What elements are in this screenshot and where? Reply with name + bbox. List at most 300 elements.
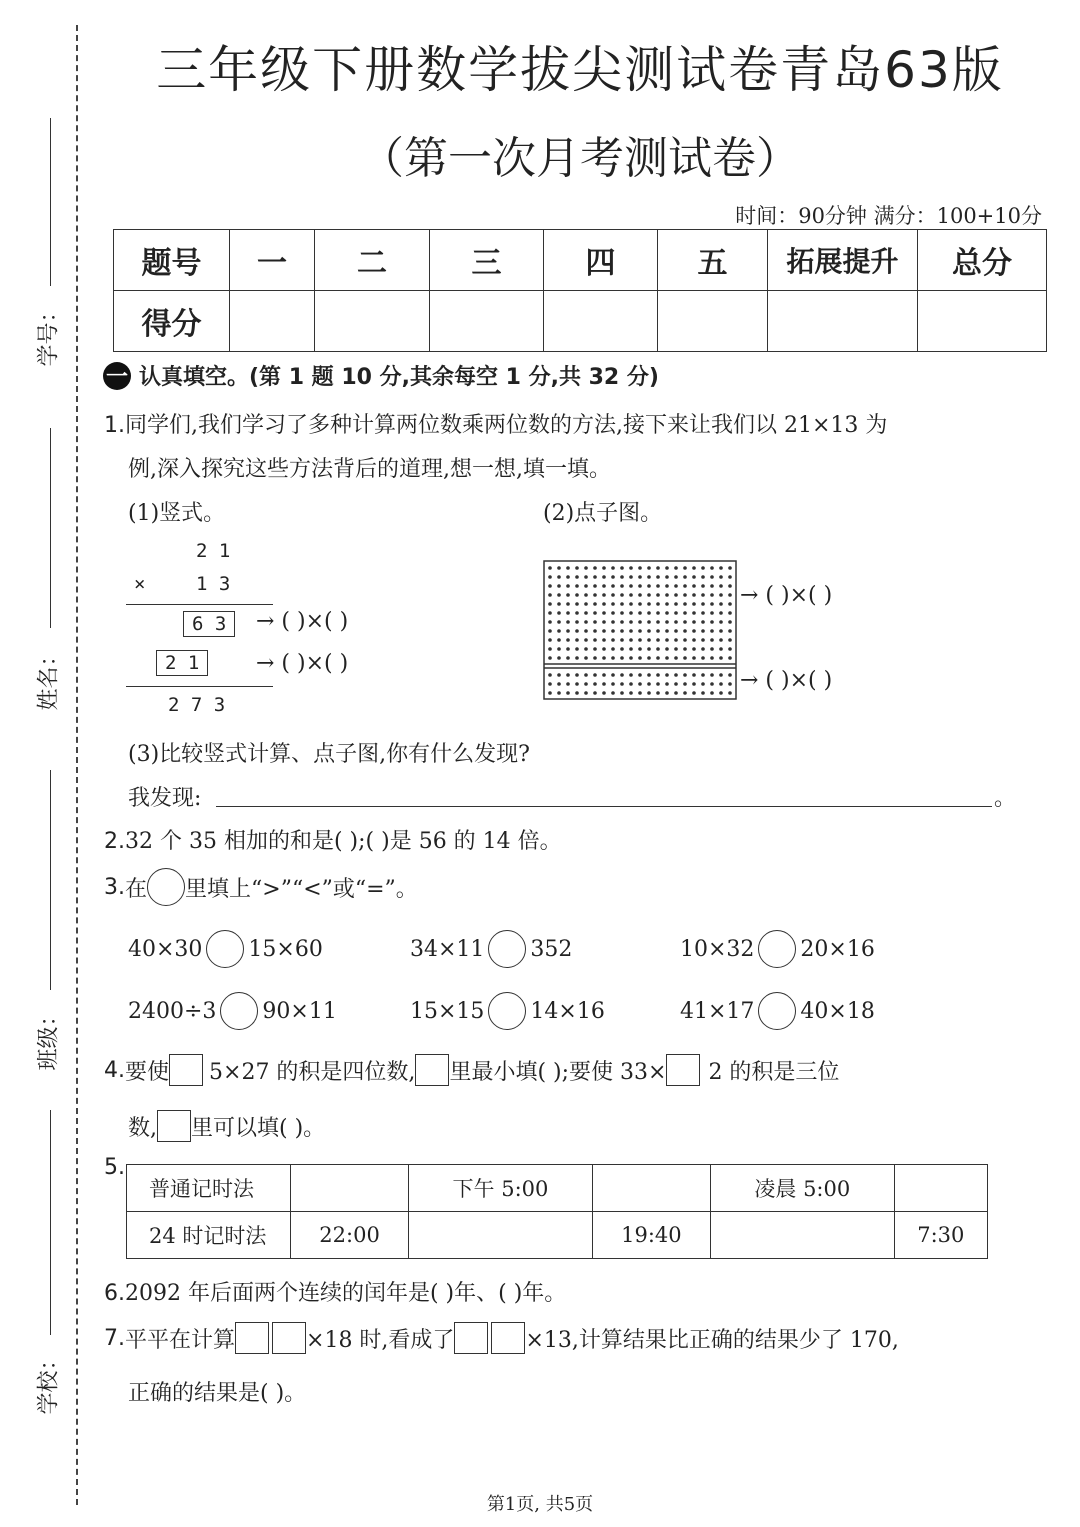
dot bbox=[710, 638, 714, 642]
dot bbox=[719, 566, 723, 570]
q6-line bbox=[104, 1276, 566, 1307]
score-cell[interactable] bbox=[544, 291, 658, 352]
question-number: 2. bbox=[104, 829, 125, 854]
dot bbox=[557, 647, 561, 651]
dot bbox=[701, 575, 705, 579]
q2-line bbox=[104, 824, 562, 855]
dot bbox=[557, 566, 561, 570]
q1-line1 bbox=[104, 408, 887, 439]
dot bbox=[602, 647, 606, 651]
dot bbox=[548, 691, 552, 695]
dot bbox=[575, 656, 579, 660]
dot bbox=[548, 602, 552, 606]
dot bbox=[674, 647, 678, 651]
partial-product-1: 6 3 bbox=[192, 613, 227, 635]
compare-circle[interactable] bbox=[206, 930, 244, 968]
time-table-row bbox=[127, 1212, 988, 1259]
class-label: 班级： bbox=[36, 1004, 62, 1071]
compare-circle[interactable] bbox=[488, 930, 526, 968]
dot bbox=[566, 602, 570, 606]
dot bbox=[575, 611, 579, 615]
dot bbox=[647, 673, 651, 677]
digit-box[interactable] bbox=[235, 1322, 269, 1354]
dot bbox=[692, 620, 696, 624]
dot bbox=[665, 673, 669, 677]
dot bbox=[638, 656, 642, 660]
dot bbox=[548, 629, 552, 633]
q4-text-6: 里可以填( )。 bbox=[191, 1115, 326, 1141]
dot bbox=[620, 611, 624, 615]
partial-product-box-1 bbox=[183, 611, 235, 637]
compare-item bbox=[410, 992, 605, 1030]
time-cell[interactable]: 19:40 bbox=[592, 1212, 710, 1259]
dot bbox=[602, 673, 606, 677]
compare-circle[interactable] bbox=[758, 992, 796, 1030]
dot bbox=[665, 566, 669, 570]
dot bbox=[674, 691, 678, 695]
dot bbox=[566, 575, 570, 579]
dot bbox=[683, 584, 687, 588]
dot bbox=[692, 647, 696, 651]
section-number-badge: 一 bbox=[103, 362, 131, 390]
dot bbox=[548, 611, 552, 615]
dot bbox=[647, 638, 651, 642]
dot bbox=[665, 629, 669, 633]
question-number: 1. bbox=[104, 413, 125, 438]
dot bbox=[710, 584, 714, 588]
dot bbox=[692, 682, 696, 686]
score-cell[interactable] bbox=[918, 291, 1047, 352]
dot bbox=[611, 638, 615, 642]
score-cell[interactable] bbox=[230, 291, 315, 352]
dot bbox=[584, 673, 588, 677]
dot bbox=[629, 566, 633, 570]
score-header-cell: 四 bbox=[544, 230, 658, 291]
dot bbox=[692, 629, 696, 633]
name-label: 姓名： bbox=[36, 644, 62, 711]
compare-item bbox=[680, 930, 875, 968]
q7-line2: 正确的结果是( )。 bbox=[128, 1381, 307, 1406]
dot bbox=[575, 682, 579, 686]
dot bbox=[692, 656, 696, 660]
dot bbox=[674, 566, 678, 570]
school-label: 学校： bbox=[36, 1348, 62, 1415]
dot bbox=[575, 691, 579, 695]
compare-right: 14×16 bbox=[530, 998, 605, 1024]
dot bbox=[602, 682, 606, 686]
dot bbox=[665, 575, 669, 579]
score-table-header-row bbox=[114, 230, 1047, 291]
dot bbox=[638, 673, 642, 677]
dot bbox=[602, 593, 606, 597]
dot bbox=[692, 602, 696, 606]
dot bbox=[557, 682, 561, 686]
score-cell[interactable] bbox=[658, 291, 768, 352]
score-cell[interactable] bbox=[315, 291, 430, 352]
compare-left: 41×17 bbox=[680, 998, 755, 1024]
score-header-cell: 总分 bbox=[918, 230, 1047, 291]
dot bbox=[611, 682, 615, 686]
vertical-multiplier: 1 3 bbox=[196, 573, 231, 595]
time-cell[interactable] bbox=[592, 1165, 710, 1212]
dot bbox=[710, 611, 714, 615]
dot bbox=[602, 629, 606, 633]
dot bbox=[638, 647, 642, 651]
dot bbox=[620, 566, 624, 570]
dot bbox=[701, 673, 705, 677]
q4-text-4: 2 的积是三位 bbox=[708, 1059, 840, 1085]
score-cell[interactable] bbox=[768, 291, 918, 352]
dot bbox=[584, 656, 588, 660]
binding-dashed-line bbox=[76, 25, 78, 1505]
partial-blank-1: → ( )×( ) bbox=[256, 609, 349, 634]
dot bbox=[584, 584, 588, 588]
dot bbox=[593, 673, 597, 677]
dot bbox=[593, 656, 597, 660]
digit-box[interactable] bbox=[157, 1110, 191, 1142]
dot bbox=[656, 647, 660, 651]
dot bbox=[647, 682, 651, 686]
dot bbox=[674, 656, 678, 660]
digit-box[interactable] bbox=[454, 1322, 488, 1354]
dot bbox=[611, 673, 615, 677]
dot bbox=[566, 656, 570, 660]
dot bbox=[674, 593, 678, 597]
dot bbox=[611, 575, 615, 579]
dot bbox=[593, 629, 597, 633]
dots-blank-1: → ( )×( ) bbox=[740, 583, 833, 608]
q4-line1 bbox=[104, 1054, 839, 1086]
digit-box[interactable] bbox=[272, 1322, 306, 1354]
dot bbox=[674, 629, 678, 633]
dot bbox=[656, 682, 660, 686]
dot bbox=[647, 566, 651, 570]
dot bbox=[620, 602, 624, 606]
q1-part3: (3)比较竖式计算、点子图,你有什么发现? bbox=[128, 742, 530, 767]
dot bbox=[620, 682, 624, 686]
dot bbox=[629, 656, 633, 660]
dot bbox=[692, 566, 696, 570]
dot bbox=[647, 647, 651, 651]
dot bbox=[674, 575, 678, 579]
dot bbox=[620, 629, 624, 633]
dot bbox=[593, 584, 597, 588]
digit-box[interactable] bbox=[415, 1054, 449, 1086]
dot bbox=[656, 593, 660, 597]
dot bbox=[638, 691, 642, 695]
dot bbox=[719, 638, 723, 642]
dot bbox=[701, 611, 705, 615]
dot bbox=[620, 638, 624, 642]
dot bbox=[611, 566, 615, 570]
dot bbox=[593, 593, 597, 597]
dot bbox=[548, 620, 552, 624]
dot bbox=[719, 584, 723, 588]
time-cell[interactable] bbox=[710, 1212, 894, 1259]
dot bbox=[557, 584, 561, 588]
dot bbox=[665, 682, 669, 686]
time-table-row bbox=[127, 1165, 988, 1212]
dot bbox=[656, 691, 660, 695]
dot bbox=[683, 629, 687, 633]
q4-text-3: 里最小填( );要使 33× bbox=[449, 1059, 667, 1085]
dot bbox=[728, 638, 732, 642]
dot bbox=[710, 566, 714, 570]
dot bbox=[638, 602, 642, 606]
dot bbox=[710, 673, 714, 677]
dot bbox=[665, 593, 669, 597]
time-conversion-table bbox=[126, 1164, 988, 1259]
q7-line1 bbox=[104, 1322, 899, 1354]
dot bbox=[683, 602, 687, 606]
score-header-cell: 二 bbox=[315, 230, 430, 291]
dot bbox=[557, 575, 561, 579]
dot bbox=[728, 611, 732, 615]
dot bbox=[593, 602, 597, 606]
compare-circle[interactable] bbox=[758, 930, 796, 968]
dot bbox=[566, 566, 570, 570]
dot bbox=[584, 629, 588, 633]
dot bbox=[548, 575, 552, 579]
dot bbox=[584, 638, 588, 642]
dot bbox=[701, 584, 705, 588]
dot bbox=[611, 611, 615, 615]
time-cell[interactable]: 凌晨 5:00 bbox=[710, 1165, 894, 1212]
dot bbox=[719, 647, 723, 651]
dot bbox=[629, 647, 633, 651]
dot bbox=[575, 629, 579, 633]
dot bbox=[647, 593, 651, 597]
dot bbox=[584, 682, 588, 686]
dot bbox=[593, 575, 597, 579]
compare-item bbox=[128, 930, 323, 968]
time-cell[interactable] bbox=[894, 1165, 987, 1212]
score-row-label: 得分 bbox=[114, 291, 230, 352]
partial-blank-2: → ( )×( ) bbox=[256, 651, 349, 676]
dot bbox=[575, 593, 579, 597]
score-header-cell: 三 bbox=[430, 230, 544, 291]
dot bbox=[629, 638, 633, 642]
dot bbox=[656, 629, 660, 633]
dot bbox=[566, 647, 570, 651]
dot bbox=[548, 566, 552, 570]
question-number: 3. bbox=[104, 874, 125, 900]
vertical-result: 2 7 3 bbox=[168, 694, 226, 716]
dot bbox=[593, 647, 597, 651]
dot bbox=[575, 620, 579, 624]
dot bbox=[566, 611, 570, 615]
dot bbox=[566, 673, 570, 677]
q1-part2-label: (2)点子图。 bbox=[543, 501, 663, 526]
dot bbox=[620, 620, 624, 624]
vertical-rule-1 bbox=[126, 604, 273, 605]
dot bbox=[575, 638, 579, 642]
dot bbox=[692, 691, 696, 695]
dot bbox=[710, 575, 714, 579]
dot bbox=[638, 584, 642, 588]
dot bbox=[629, 673, 633, 677]
dot bbox=[692, 611, 696, 615]
dot bbox=[629, 593, 633, 597]
dot bbox=[656, 638, 660, 642]
dot bbox=[710, 593, 714, 597]
dot bbox=[566, 593, 570, 597]
compare-left: 34×11 bbox=[410, 936, 485, 962]
q1-part1-label: (1)竖式。 bbox=[128, 501, 226, 526]
dot bbox=[656, 584, 660, 588]
digit-box[interactable] bbox=[666, 1054, 700, 1086]
score-header-cell: 五 bbox=[658, 230, 768, 291]
q7-text-3: ×13,计算结果比正确的结果少了 170, bbox=[525, 1327, 899, 1353]
q1-line2: 例,深入探究这些方法背后的道理,想一想,填一填。 bbox=[128, 457, 611, 482]
dot bbox=[611, 593, 615, 597]
dot bbox=[557, 611, 561, 615]
dot bbox=[728, 647, 732, 651]
dot bbox=[620, 647, 624, 651]
dot bbox=[728, 682, 732, 686]
dot bbox=[593, 611, 597, 615]
found-answer-line[interactable] bbox=[216, 806, 992, 807]
dot bbox=[701, 647, 705, 651]
section-heading bbox=[103, 360, 659, 391]
dot bbox=[584, 602, 588, 606]
dot bbox=[629, 611, 633, 615]
dot bbox=[575, 602, 579, 606]
time-cell[interactable]: 7:30 bbox=[894, 1212, 987, 1259]
compare-circle[interactable] bbox=[220, 992, 258, 1030]
dot bbox=[692, 638, 696, 642]
score-header-cell: 一 bbox=[230, 230, 315, 291]
dot bbox=[674, 611, 678, 615]
dot bbox=[683, 620, 687, 624]
dot bbox=[719, 575, 723, 579]
dot bbox=[728, 575, 732, 579]
dot bbox=[566, 691, 570, 695]
dot bbox=[683, 647, 687, 651]
partial-product-box-2 bbox=[156, 650, 208, 676]
dot bbox=[584, 647, 588, 651]
dot bbox=[692, 593, 696, 597]
compare-left: 15×15 bbox=[410, 998, 485, 1024]
score-table bbox=[113, 229, 1047, 352]
dot bbox=[728, 584, 732, 588]
dot bbox=[647, 611, 651, 615]
score-cell[interactable] bbox=[430, 291, 544, 352]
q3-line bbox=[104, 868, 418, 906]
dot bbox=[674, 638, 678, 642]
dot bbox=[584, 611, 588, 615]
dot bbox=[629, 620, 633, 624]
dot bbox=[566, 620, 570, 624]
dot bbox=[611, 656, 615, 660]
dot bbox=[548, 647, 552, 651]
dot bbox=[638, 566, 642, 570]
dot bbox=[584, 593, 588, 597]
time-cell[interactable]: 下午 5:00 bbox=[409, 1165, 593, 1212]
dot bbox=[602, 575, 606, 579]
dot bbox=[602, 620, 606, 624]
dot bbox=[701, 656, 705, 660]
dot bbox=[566, 638, 570, 642]
dot bbox=[656, 656, 660, 660]
dot bbox=[638, 629, 642, 633]
dot bbox=[575, 673, 579, 677]
dot bbox=[674, 682, 678, 686]
dot bbox=[584, 566, 588, 570]
score-table-score-row bbox=[114, 291, 1047, 352]
dot bbox=[719, 629, 723, 633]
compare-left: 2400÷3 bbox=[128, 998, 217, 1024]
compare-item bbox=[680, 992, 875, 1030]
dot bbox=[602, 691, 606, 695]
time-cell[interactable] bbox=[409, 1212, 593, 1259]
dot bbox=[602, 584, 606, 588]
dot bbox=[629, 629, 633, 633]
dot bbox=[719, 673, 723, 677]
compare-right: 352 bbox=[530, 936, 573, 962]
q3-text-post: 里填上“>”“<”或“=”。 bbox=[185, 876, 418, 902]
dot bbox=[566, 584, 570, 588]
score-header-cell: 拓展提升 bbox=[768, 230, 918, 291]
dot bbox=[629, 602, 633, 606]
dot bbox=[620, 673, 624, 677]
dot bbox=[665, 656, 669, 660]
times-sign: × bbox=[134, 573, 146, 595]
dot bbox=[602, 602, 606, 606]
dot bbox=[656, 611, 660, 615]
digit-box[interactable] bbox=[491, 1322, 525, 1354]
dot bbox=[647, 584, 651, 588]
dot-diagram bbox=[543, 560, 737, 700]
partial-product-2: 2 1 bbox=[165, 652, 200, 674]
dot bbox=[575, 566, 579, 570]
dot bbox=[611, 629, 615, 633]
dot bbox=[602, 566, 606, 570]
q2-text: 32 个 35 相加的和是( );( )是 56 的 14 倍。 bbox=[125, 829, 562, 854]
dot bbox=[683, 656, 687, 660]
dot bbox=[683, 566, 687, 570]
time-cell[interactable]: 22:00 bbox=[291, 1212, 409, 1259]
dot bbox=[683, 638, 687, 642]
dot bbox=[719, 656, 723, 660]
dot bbox=[557, 620, 561, 624]
dot bbox=[665, 584, 669, 588]
dot bbox=[692, 673, 696, 677]
dot bbox=[665, 647, 669, 651]
score-header-cell: 题号 bbox=[114, 230, 230, 291]
time-cell[interactable] bbox=[291, 1165, 409, 1212]
dot bbox=[557, 656, 561, 660]
dot bbox=[557, 593, 561, 597]
digit-box[interactable] bbox=[169, 1054, 203, 1086]
compare-circle[interactable] bbox=[488, 992, 526, 1030]
q7-text-1: 平平在计算 bbox=[125, 1327, 236, 1353]
dot bbox=[710, 629, 714, 633]
dot bbox=[656, 575, 660, 579]
dot bbox=[665, 691, 669, 695]
question-number: 5. bbox=[104, 1155, 125, 1180]
dot bbox=[593, 638, 597, 642]
dot bbox=[701, 629, 705, 633]
dot bbox=[548, 584, 552, 588]
dot bbox=[647, 575, 651, 579]
dot bbox=[593, 566, 597, 570]
dot bbox=[719, 691, 723, 695]
dot bbox=[674, 620, 678, 624]
dot bbox=[620, 691, 624, 695]
vertical-top-number: 2 1 bbox=[196, 540, 231, 562]
dot bbox=[611, 691, 615, 695]
